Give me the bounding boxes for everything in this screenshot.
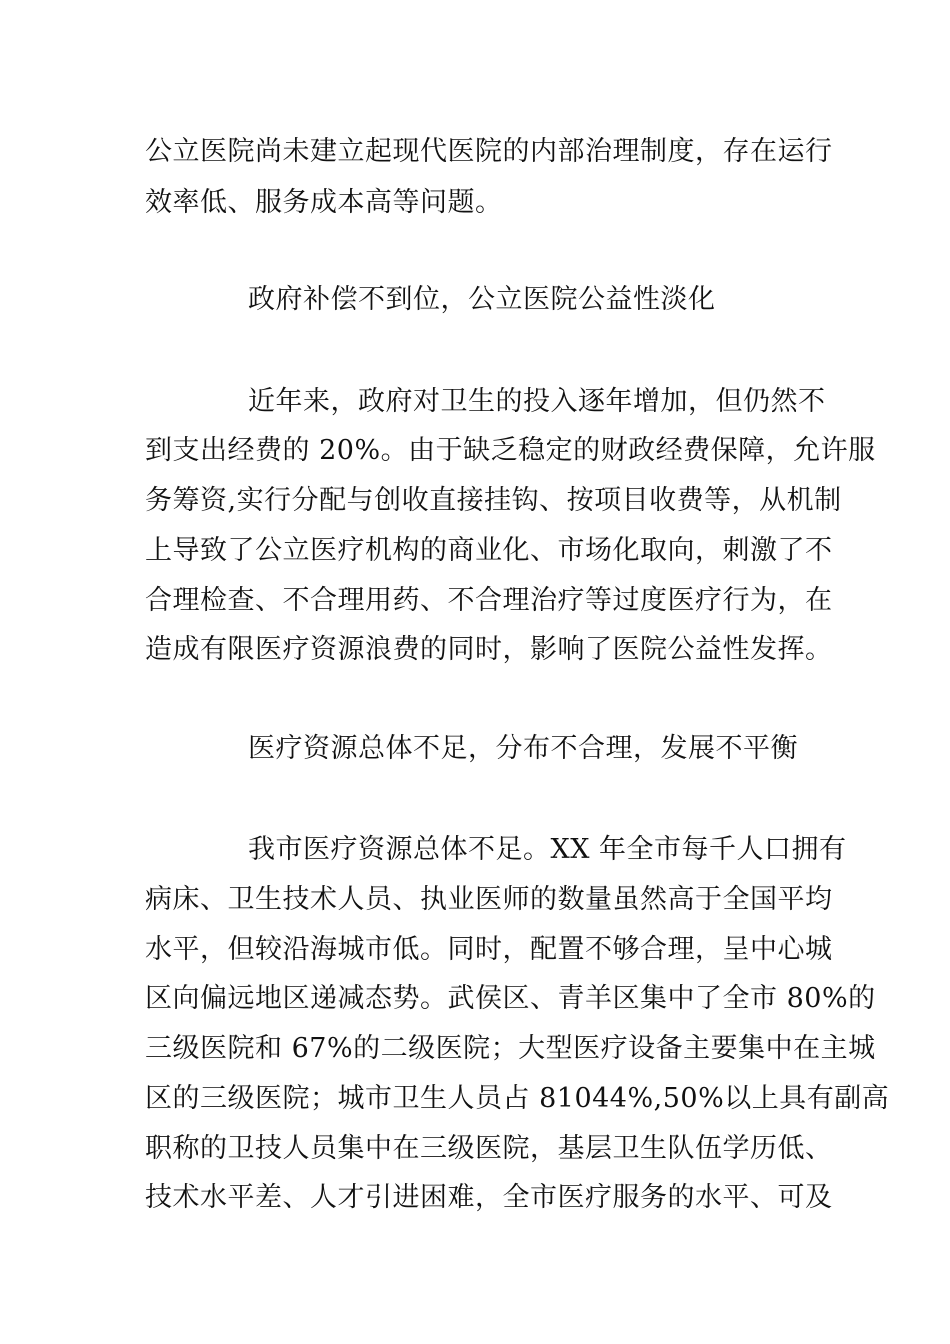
- paragraph-2-line-3: 务筹资,实行分配与创收直接挂钩、按项目收费等，从机制: [145, 485, 842, 516]
- paragraph-3-line-3: 水平，但较沿海城市低。同时，配置不够合理，呈中心城: [145, 934, 833, 965]
- paragraph-3-line-2: 病床、卫生技术人员、执业医师的数量虽然高于全国平均: [145, 884, 833, 915]
- paragraph-2-line-2: 到支出经费的 20%。由于缺乏稳定的财政经费保障，允许服: [145, 435, 876, 466]
- paragraph-1-line-2: 效率低、服务成本高等问题。: [145, 187, 503, 218]
- paragraph-3-line-6: 区的三级医院；城市卫生人员占 81044%,50%以上具有副高: [145, 1083, 890, 1114]
- paragraph-2-line-5: 合理检查、不合理用药、不合理治疗等过度医疗行为，在: [145, 585, 833, 616]
- paragraph-3-line-5: 三级医院和 67%的二级医院；大型医疗设备主要集中在主城: [145, 1033, 876, 1064]
- paragraph-3-line-4: 区向偏远地区递减态势。武侯区、青羊区集中了全市 80%的: [145, 983, 876, 1014]
- section-heading-2: 医疗资源总体不足，分布不合理，发展不平衡: [248, 733, 798, 764]
- paragraph-2-line-1: 近年来，政府对卫生的投入逐年增加，但仍然不: [248, 386, 826, 417]
- paragraph-2-line-6: 造成有限医疗资源浪费的同时，影响了医院公益性发挥。: [145, 634, 833, 665]
- paragraph-1-line-1: 公立医院尚未建立起现代医院的内部治理制度，存在运行: [145, 136, 833, 167]
- paragraph-3-line-8: 技术水平差、人才引进困难，全市医疗服务的水平、可及: [145, 1182, 833, 1213]
- paragraph-3-line-1: 我市医疗资源总体不足。XX 年全市每千人口拥有: [248, 834, 847, 865]
- paragraph-3-line-7: 职称的卫技人员集中在三级医院，基层卫生队伍学历低、: [145, 1133, 833, 1164]
- paragraph-2-line-4: 上导致了公立医疗机构的商业化、市场化取向，刺激了不: [145, 535, 833, 566]
- section-heading-1: 政府补偿不到位，公立医院公益性淡化: [248, 284, 716, 315]
